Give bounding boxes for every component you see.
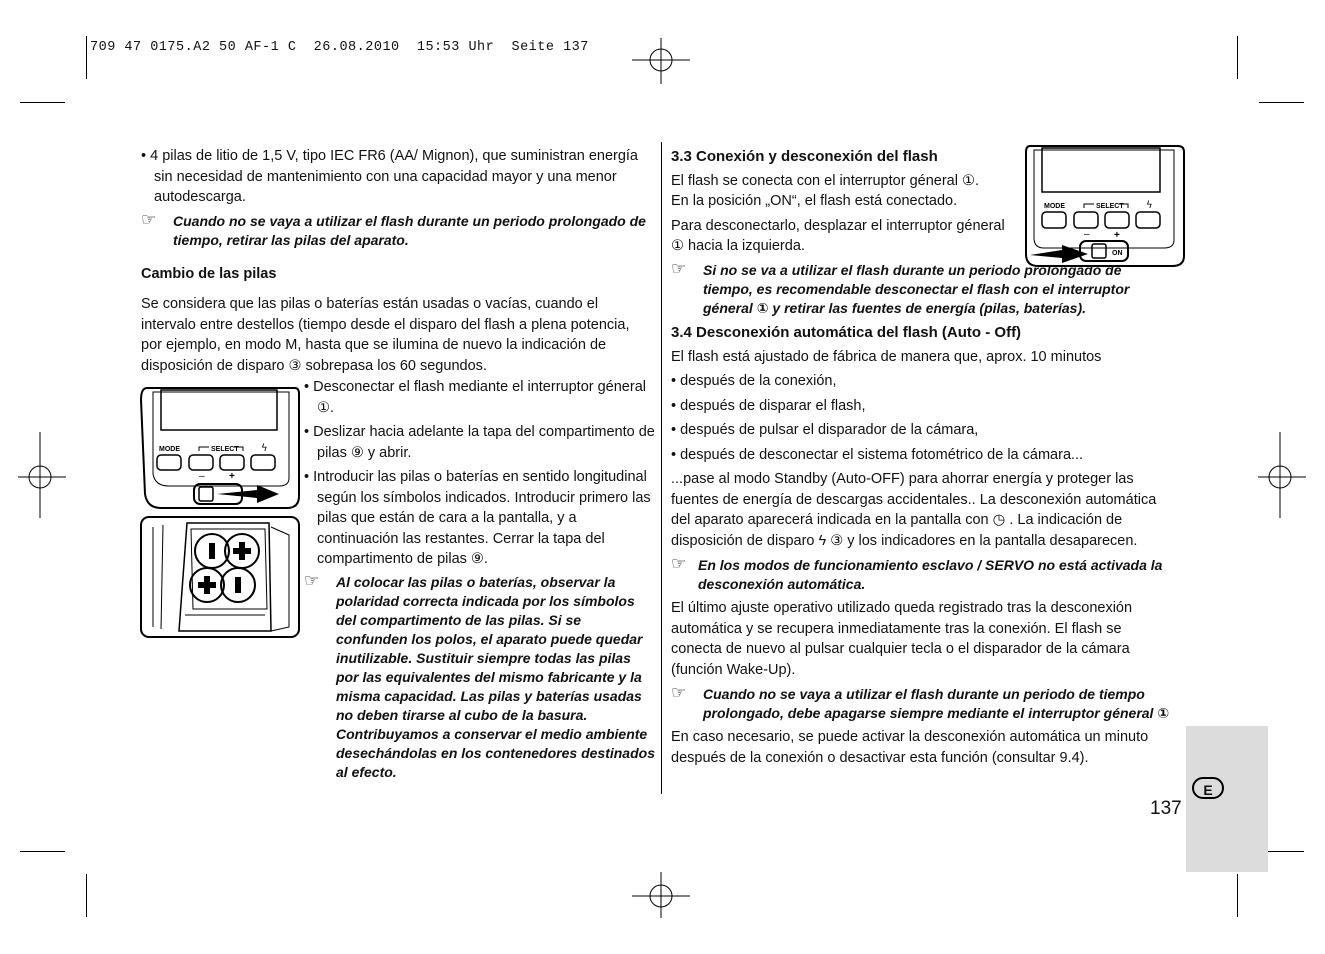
right-column-top <box>671 147 1011 257</box>
minus-key <box>189 455 213 470</box>
step-insert-batteries: • Introducir las pilas o baterías en sentido longitudinal según los símbolos indicados. Introducir primero las pilas que están de cara a la pantalla, y a continuación las restantes. Cerrar la tapa del compartimento de pilas ⑨. <box>304 469 651 567</box>
paragraph-factory-setting: El flash está ajustado de fábrica de manera que, aprox. 10 minutos <box>671 348 1102 365</box>
registration-mark <box>630 38 692 84</box>
paragraph-on-position: En la posición „ON“, el flash está conectado. <box>671 193 958 209</box>
pointing-hand-icon: ☞ <box>671 554 687 573</box>
plus-label: + <box>229 471 235 482</box>
crop-mark <box>20 102 65 103</box>
note-polarity <box>304 570 656 782</box>
pointing-hand-icon: ☞ <box>671 259 687 278</box>
paragraph-switch-on: El flash se conecta con el interruptor géneral ①. <box>671 172 979 189</box>
language-tab <box>1186 726 1268 872</box>
section-heading-3-3: 3.3 Conexión y desconexión del flash <box>671 148 938 165</box>
battery-paragraph: Se considera que las pilas o baterías están usadas o vacías, cuando el intervalo entre destellos (tiempo desde el disparo del flash a plena potencia, por ejemplo, en modo M, hasta que se ilumina de nuevo la indicación de disposición de disparo ③ sobrepasa los 60 segundos. <box>141 296 630 374</box>
mode-label: MODE <box>1044 203 1065 210</box>
print-header: 709 47 0175.A2 50 AF-1 C 26.08.2010 15:53 Uhr Seite 137 <box>90 40 589 55</box>
paragraph-wake-up: El último ajuste operativo utilizado queda registrado tras la desconexión automática y se recupera inmediatamente tras la conexión. El flash se conecta de nuevo al pulsar cualquier tecla o el disparador de la cámara (función Wake-Up). <box>671 600 1133 678</box>
mode-key <box>1042 212 1066 228</box>
minus-key <box>1074 212 1098 228</box>
note-text: Cuando no se vaya a utilizar el flash durante un periodo prolongado de tiempo, retirar las pilas del aparato. <box>173 212 646 248</box>
registration-mark <box>630 872 692 918</box>
flash-symbol-icon: ϟ <box>1146 200 1153 211</box>
step-open-cover: • Deslizar hacia adelante la tapa del compartimento de pilas ⑨ y abrir. <box>304 424 655 461</box>
left-steps <box>304 377 656 782</box>
minus-label: – <box>1084 229 1090 240</box>
list-item: • después de disparar el flash, <box>671 397 866 414</box>
crop-mark <box>1237 36 1238 79</box>
battery-compartment-diagram <box>139 515 301 639</box>
section-heading-3-4: 3.4 Desconexión automática del flash (Auto - Off) <box>671 324 1022 341</box>
minus-label: – <box>199 471 205 482</box>
crop-mark <box>86 874 87 917</box>
crop-mark <box>86 36 87 79</box>
pointing-hand-icon: ☞ <box>671 683 687 702</box>
registration-mark <box>1258 432 1306 518</box>
note-text: Si no se va a utilizar el flash durante un periodo prolongado de tiempo, es recomendable desconectar el flash con el interruptor géneral ① y retirar las fuentes de energía (pilas, baterías). <box>703 262 1130 316</box>
note-text: Cuando no se vaya a utilizar el flash durante un periodo de tiempo prolongado, debe apagarse siempre mediante el interruptor géneral ① <box>703 686 1170 721</box>
select-label: SELECT <box>211 446 239 453</box>
bullet-batteries: • 4 pilas de litio de 1,5 V, tipo IEC FR6 (AA/ Mignon), que suministran energía sin necesidad de mantenimiento con una capacidad mayor y una menor autodescarga. <box>141 148 638 205</box>
list-item: • después de la conexión, <box>671 373 837 389</box>
mode-key <box>157 455 181 470</box>
paragraph-switch-off: Para desconectarlo, desplazar el interruptor géneral ① hacia la izquierda. <box>671 217 1005 254</box>
pointing-hand-icon: ☞ <box>304 570 320 590</box>
crop-mark <box>1237 874 1238 917</box>
section-heading-battery-change: Cambio de las pilas <box>141 265 277 282</box>
crop-mark <box>1259 102 1304 103</box>
flash-control-panel-diagram <box>139 386 301 510</box>
column-divider <box>661 142 662 794</box>
note-remove-batteries <box>141 209 653 250</box>
step-switch-off: • Desconectar el flash mediante el interruptor géneral ①. <box>304 379 646 416</box>
language-badge: E <box>1192 777 1224 799</box>
mode-label: MODE <box>159 446 180 453</box>
note-text: Al colocar las pilas o baterías, observar la polaridad correcta indicada por los símbolos del compartimento de las pilas. Si se confunden los polos, el aparato puede quedar inutilizable. Sustituir siempre todas las pilas por las equivalentes del mismo fabricante y la misma capacidad. Las pilas y baterías usadas no deben tirarse al cubo de la basura. Contribuyamos a conservar el medio ambiente desechándolas en los contenedores destinados al efecto. <box>336 573 655 780</box>
list-item: • después de pulsar el disparador de la cámara, <box>671 422 979 438</box>
left-column-top <box>141 146 653 376</box>
note-text: En los modos de funcionamiento esclavo / SERVO no está activada la desconexión automática. <box>698 557 1163 592</box>
flash-symbol-icon: ϟ <box>261 443 268 454</box>
paragraph-standby: ...pase al modo Standby (Auto-OFF) para ahorrar energía y proteger las fuentes de energía de descargas accidentales.. La desconexión automática del aparato aparecerá indicada en la pantalla con ◷ . La indicación de disposición de disparo ϟ ③ y los indicadores en la pantalla desaparecen. <box>671 471 1157 549</box>
page-number: 137 <box>1150 798 1182 819</box>
registration-mark <box>18 432 66 518</box>
list-item: • después de desconectar el sistema fotométrico de la cámara... <box>671 446 1084 463</box>
right-column-main <box>671 261 1176 768</box>
flash-key <box>1136 212 1160 228</box>
crop-mark <box>20 851 65 852</box>
flash-key <box>251 455 275 470</box>
on-label: ON <box>1112 250 1123 257</box>
note-long-storage <box>671 261 1176 318</box>
plus-key <box>220 455 244 470</box>
select-label: SELECT <box>1096 203 1124 210</box>
note-slave-servo <box>671 556 1176 594</box>
note-switch-off-main <box>671 685 1176 723</box>
pointing-hand-icon: ☞ <box>141 209 157 229</box>
paragraph-activate-auto-off: En caso necesario, se puede activar la desconexión automática un minuto después de la conexión o desactivar esta función (consultar 9.4). <box>671 729 1149 766</box>
plus-label: + <box>1114 230 1120 241</box>
flash-on-switch-diagram <box>1022 144 1186 270</box>
plus-key <box>1105 212 1129 228</box>
arrow-icon <box>217 485 279 503</box>
